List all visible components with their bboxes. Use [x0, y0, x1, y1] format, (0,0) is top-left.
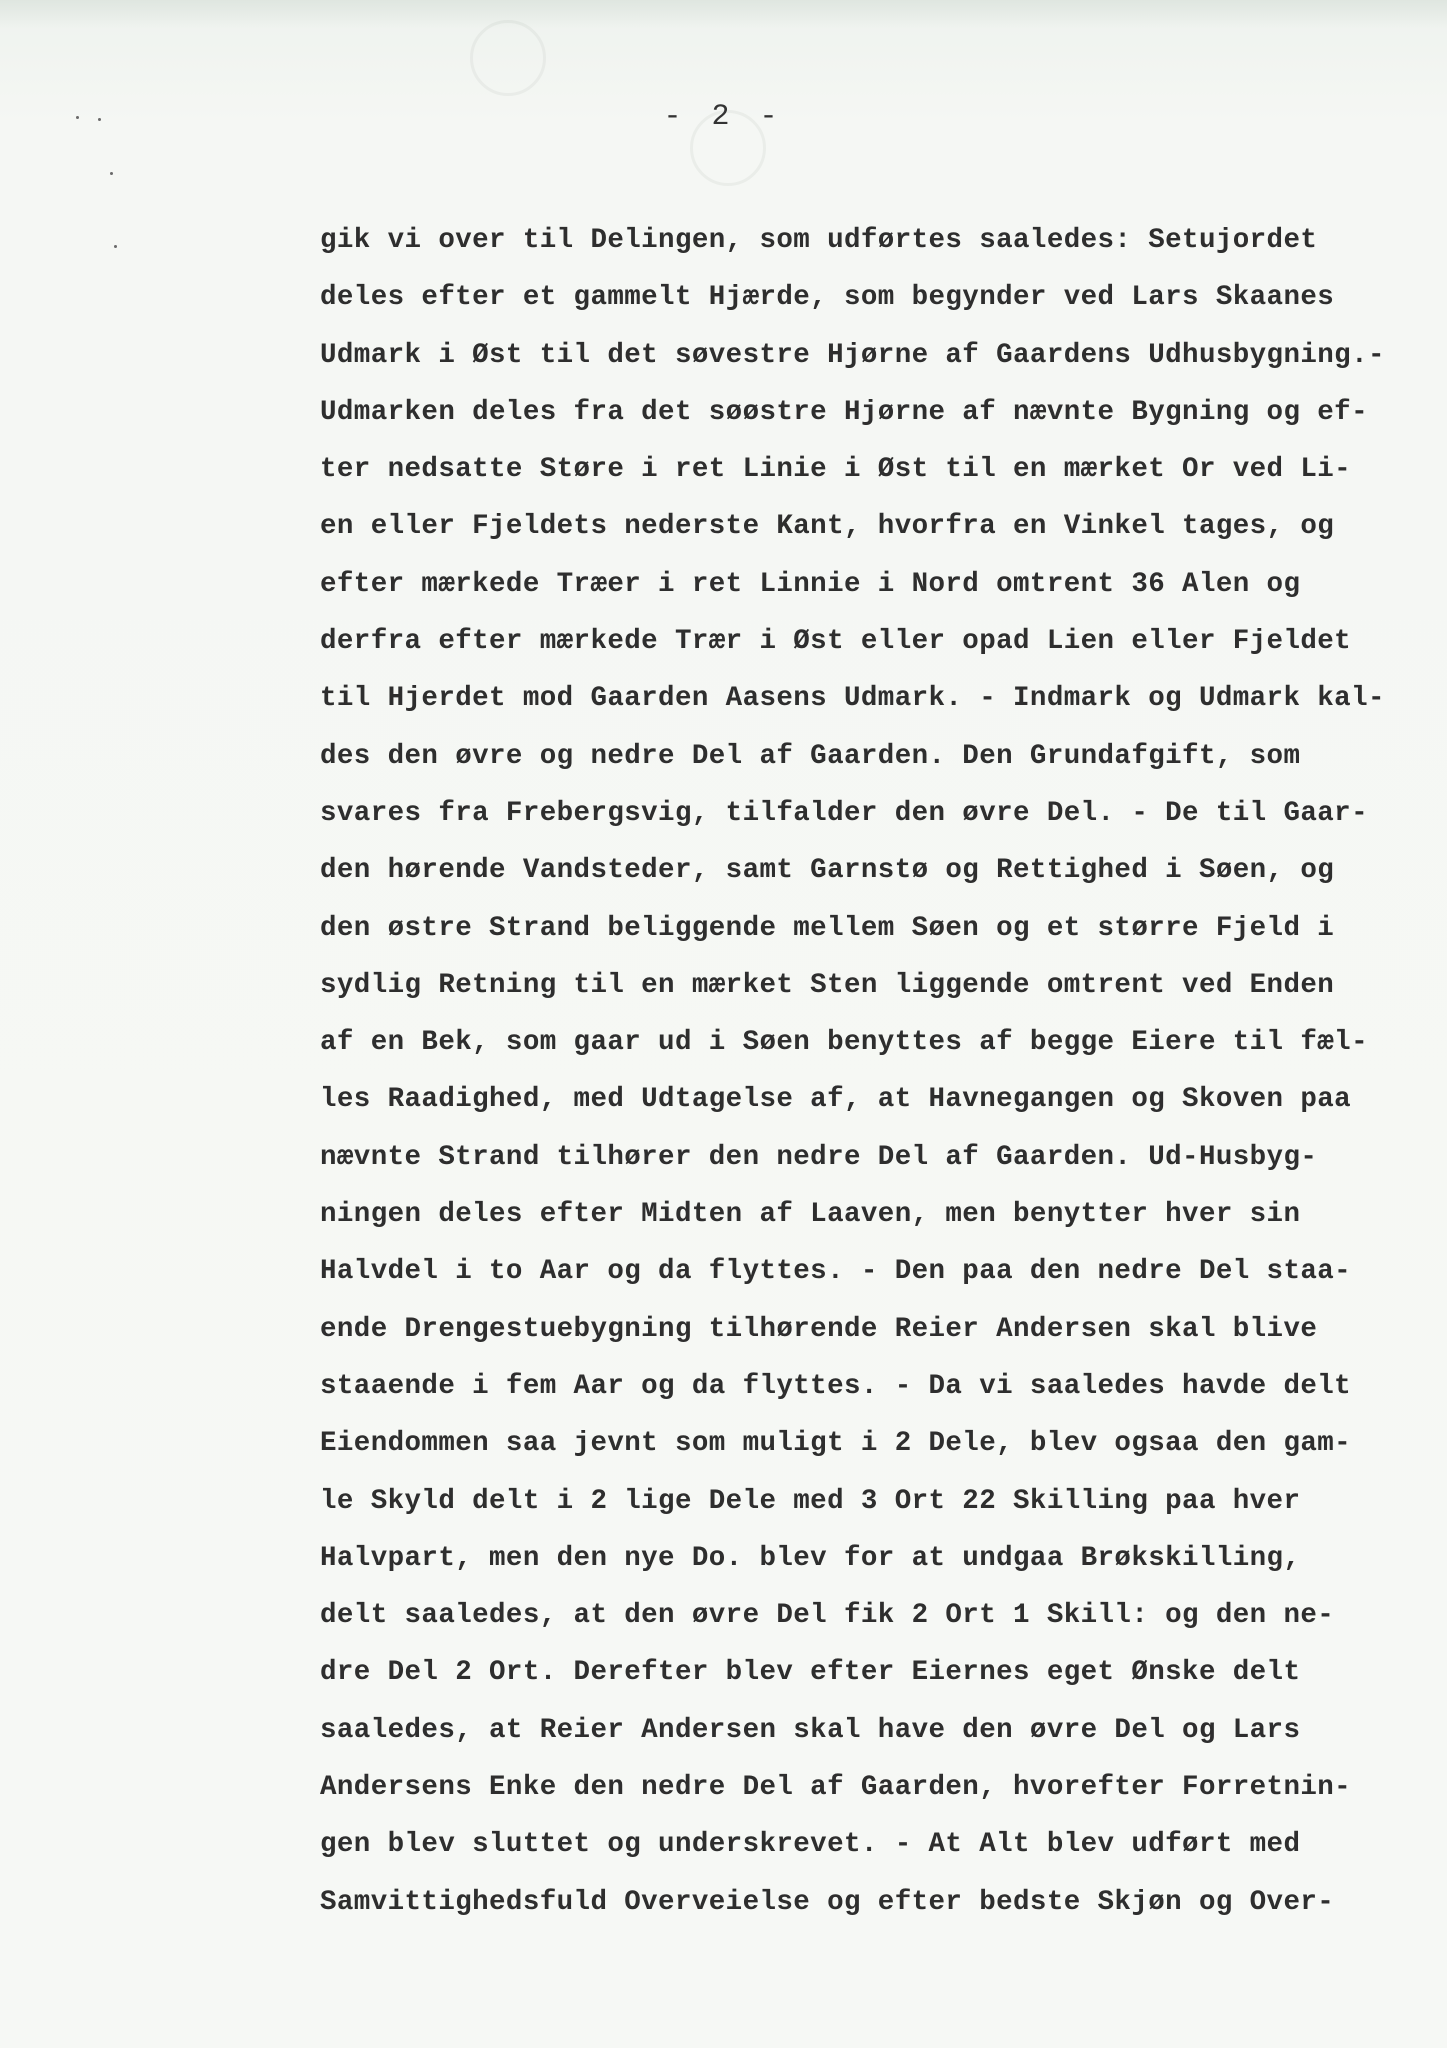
text-line: gen blev sluttet og underskrevet. - At Alt blev udført med [320, 1829, 1301, 1861]
text-line: efter mærkede Træer i ret Linnie i Nord omtrent 36 Alen og [320, 568, 1301, 600]
text-line: den hørende Vandsteder, samt Garnstø og Rettighed i Søen, og [320, 855, 1335, 887]
text-line: deles efter et gammelt Hjærde, som begynder ved Lars Skaanes [320, 282, 1335, 314]
text-line: ende Drengestuebygning tilhørende Reier Andersen skal blive [320, 1313, 1318, 1345]
text-line: til Hjerdet mod Gaarden Aasens Udmark. - Indmark og Udmark kal- [320, 683, 1385, 715]
text-line: Halvdel i to Aar og da flyttes. - Den paa den nedre Del staa- [320, 1256, 1352, 1288]
text-line: dre Del 2 Ort. Derefter blev efter Eiernes eget Ønske delt [320, 1657, 1301, 1689]
text-line: en eller Fjeldets nederste Kant, hvorfra en Vinkel tages, og [320, 511, 1335, 543]
text-line: sydlig Retning til en mærket Sten liggende omtrent ved Enden [320, 969, 1335, 1001]
text-line: svares fra Frebergsvig, tilfalder den øvre Del. - De til Gaar- [320, 797, 1368, 829]
text-line: staaende i fem Aar og da flyttes. - Da vi saaledes havde delt [320, 1370, 1352, 1402]
page-number: - 2 - [663, 100, 784, 134]
body-text [320, 212, 1400, 1931]
text-line: Samvittighedsfuld Overveielse og efter bedste Skjøn og Over- [320, 1886, 1335, 1918]
scan-speck [110, 172, 113, 175]
bleed-through-mark [470, 20, 546, 96]
text-line: derfra efter mærkede Trær i Øst eller opad Lien eller Fjeldet [320, 626, 1352, 658]
text-line: Eiendommen saa jevnt som muligt i 2 Dele, blev ogsaa den gam- [320, 1428, 1352, 1460]
text-line: ter nedsatte Støre i ret Linie i Øst til en mærket Or ved Li- [320, 454, 1352, 486]
text-line: Udmarken deles fra det søøstre Hjørne af nævnte Bygning og ef- [320, 396, 1368, 428]
text-line: le Skyld delt i 2 lige Dele med 3 Ort 22 Skilling paa hver [320, 1485, 1301, 1517]
text-line: des den øvre og nedre Del af Gaarden. Den Grundafgift, som [320, 740, 1301, 772]
text-line: af en Bek, som gaar ud i Søen benyttes af begge Eiere til fæl- [320, 1027, 1368, 1059]
text-line: delt saaledes, at den øvre Del fik 2 Ort 1 Skill: og den ne- [320, 1600, 1335, 1632]
text-line: Udmark i Øst til det søvestre Hjørne af Gaardens Udhusbygning.- [320, 339, 1385, 371]
text-line: saaledes, at Reier Andersen skal have den øvre Del og Lars [320, 1714, 1301, 1746]
text-line: gik vi over til Delingen, som udførtes saaledes: Setujordet [320, 225, 1318, 256]
scan-top-edge [0, 0, 1447, 28]
text-line: Andersens Enke den nedre Del af Gaarden, hvorefter Forretnin- [320, 1772, 1352, 1804]
text-line: den østre Strand beliggende mellem Søen og et større Fjeld i [320, 912, 1335, 944]
scan-speck [114, 245, 117, 248]
text-line: nævnte Strand tilhører den nedre Del af Gaarden. Ud-Husbyg- [320, 1141, 1318, 1173]
text-line: les Raadighed, med Udtagelse af, at Havnegangen og Skoven paa [320, 1084, 1352, 1116]
text-line: ningen deles efter Midten af Laaven, men benytter hver sin [320, 1199, 1301, 1231]
text-line: Halvpart, men den nye Do. blev for at undgaa Brøkskilling, [320, 1542, 1301, 1574]
